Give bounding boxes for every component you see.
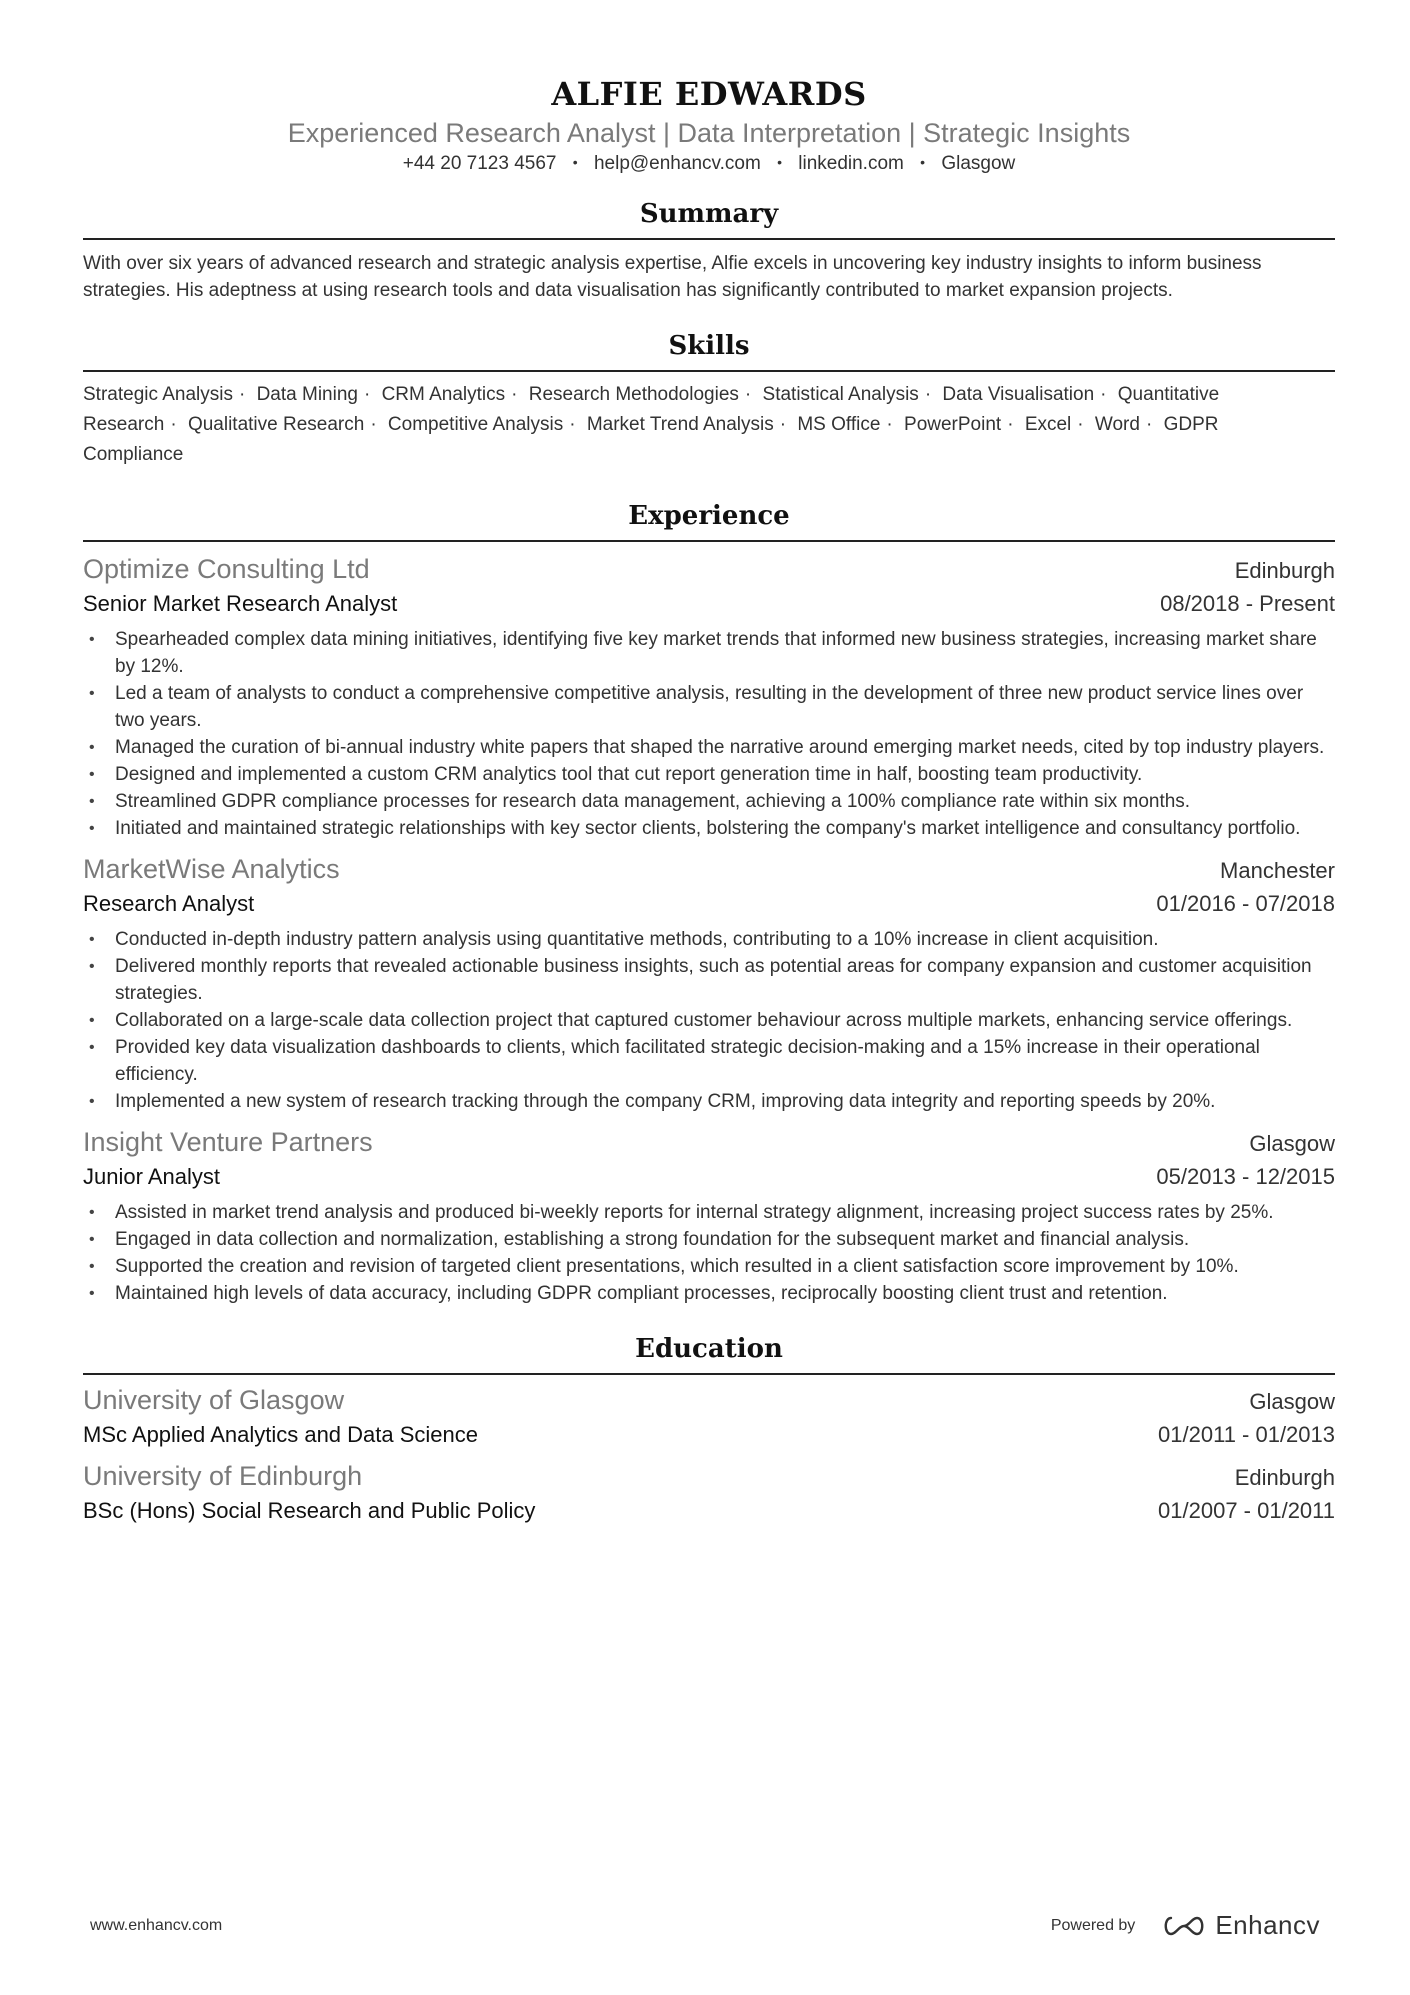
skill-separator: · (511, 384, 518, 405)
skill-item: Quantitative Research (83, 384, 1220, 435)
skill-item: Qualitative Research (187, 414, 365, 435)
job-dates: 05/2013 - 12/2015 (1156, 1164, 1335, 1189)
skill-item: Data Mining (256, 384, 358, 405)
skill-item: PowerPoint (904, 414, 1002, 435)
summary-title: Summary (83, 196, 1335, 240)
school-name: University of Edinburgh (83, 1461, 363, 1491)
contact-line (83, 150, 1335, 178)
job-entry (83, 552, 1335, 842)
skills-section (83, 328, 1335, 470)
education-title: Education (83, 1331, 1335, 1375)
skill-item: CRM Analytics (381, 384, 506, 405)
experience-title: Experience (83, 498, 1335, 542)
contact-separator: • (572, 154, 578, 170)
contact-separator: • (777, 154, 782, 170)
linkedin-link[interactable]: linkedin.com (798, 153, 904, 174)
skill-separator: · (744, 384, 752, 405)
skill-item: Data Visualisation (942, 384, 1095, 405)
enhancv-brand: Enhancv (1215, 1910, 1320, 1940)
skill-item: MS Office (797, 414, 881, 435)
job-dates: 01/2016 - 07/2018 (1156, 891, 1335, 916)
phone-number: +44 20 7123 4567 (402, 153, 557, 174)
summary-text: With over six years of advanced research and strategic analysis expertise, Alfie excels in uncovering key industry insights to inform business strategies. His adeptness at using research tools and data visualisation has significantly contributed to market expansion projects. (83, 253, 1262, 301)
job-bullets (83, 626, 1335, 842)
skill-separator: · (170, 414, 177, 435)
job-entry (83, 852, 1335, 1115)
bullet-item: • Maintained high levels of data accuracy, including GDPR compliant processes, reciprocally boosting client trust and retention. (83, 1280, 1335, 1307)
skill-item: Excel (1024, 414, 1072, 435)
bullet-item: • Delivered monthly reports that revealed actionable business insights, such as potential areas for company expansion and customer acquisition strategies. (83, 953, 1335, 1007)
education-dates: 01/2011 - 01/2013 (1158, 1422, 1335, 1447)
skill-item: Word (1094, 414, 1140, 435)
bullet-item: • Supported the creation and revision of targeted client presentations, which resulted in a client satisfaction score improvement by 10%. (83, 1253, 1335, 1280)
job-role: Research Analyst (83, 891, 255, 916)
company-name: MarketWise Analytics (83, 854, 340, 884)
skill-separator: · (238, 384, 246, 405)
job-entry (83, 1125, 1335, 1307)
skills-title: Skills (83, 328, 1335, 372)
skill-item: Market Trend Analysis (586, 414, 774, 435)
company-name: Insight Venture Partners (83, 1127, 373, 1157)
skills-list (83, 380, 1335, 470)
school-location: Glasgow (1249, 1389, 1335, 1414)
skill-item: Competitive Analysis (387, 414, 564, 435)
bullet-item: • Spearheaded complex data mining initiatives, identifying five key market trends that informed new business strategies, increasing market share by 12%. (83, 626, 1335, 680)
summary-section (83, 196, 1335, 304)
powered-by[interactable] (1051, 1910, 1320, 1941)
education-entry (83, 1383, 1335, 1451)
bullet-item: • Conducted in-depth industry pattern analysis using quantitative methods, contributing to a 10% increase in client acquisition. (83, 926, 1335, 953)
bullet-item: • Provided key data visualization dashboards to clients, which facilitated strategic decision-making and a 15% increase in their operational efficiency. (83, 1034, 1335, 1088)
skill-separator: · (569, 414, 576, 435)
bullet-item: • Designed and implemented a custom CRM analytics tool that cut report generation time in half, boosting team productivity. (83, 761, 1335, 788)
skill-separator: · (1145, 414, 1153, 435)
experience-section (83, 498, 1335, 1307)
footer-site-link[interactable]: www.enhancv.com (90, 1916, 223, 1934)
skill-separator: · (363, 384, 371, 405)
candidate-name: ALFIE EDWARDS (551, 75, 867, 113)
enhancv-logo-icon (1161, 1914, 1207, 1938)
education-dates: 01/2007 - 01/2011 (1158, 1498, 1335, 1523)
school-name: University of Glasgow (83, 1385, 345, 1415)
job-bullets (83, 1199, 1335, 1307)
bullet-item: • Implemented a new system of research tracking through the company CRM, improving data integrity and reporting speeds by 20%. (83, 1088, 1335, 1115)
page-footer (90, 1910, 1320, 1941)
skill-separator: · (886, 414, 893, 435)
company-name: Optimize Consulting Ltd (83, 554, 370, 584)
skill-separator: · (779, 414, 787, 435)
location-text: Glasgow (941, 153, 1016, 174)
job-location: Glasgow (1249, 1131, 1335, 1156)
contact-separator: • (920, 154, 926, 170)
degree-name: MSc Applied Analytics and Data Science (83, 1422, 479, 1447)
skill-item: Strategic Analysis (83, 384, 233, 405)
job-location: Manchester (1220, 858, 1335, 883)
skill-separator: · (1007, 414, 1014, 435)
bullet-item: • Collaborated on a large-scale data collection project that captured customer behaviour across multiple markets, enhancing service offerings. (83, 1007, 1335, 1034)
school-location: Edinburgh (1234, 1465, 1335, 1490)
skill-item: Statistical Analysis (762, 384, 919, 405)
email-link[interactable]: help@enhancv.com (593, 153, 761, 174)
degree-name: BSc (Hons) Social Research and Public Policy (83, 1498, 536, 1523)
job-role: Junior Analyst (83, 1164, 220, 1189)
bullet-item: • Streamlined GDPR compliance processes for research data management, achieving a 100% compliance rate within six months. (83, 788, 1335, 815)
resume (83, 72, 1335, 1527)
skill-separator: · (924, 384, 932, 405)
job-role: Senior Market Research Analyst (83, 591, 398, 616)
bullet-item: • Led a team of analysts to conduct a comprehensive competitive analysis, resulting in the development of three new product service lines over two years. (83, 680, 1335, 734)
bullet-item: • Initiated and maintained strategic relationships with key sector clients, bolstering the company's market intelligence and consultancy portfolio. (83, 815, 1335, 842)
skill-separator: · (1100, 384, 1107, 405)
job-dates: 08/2018 - Present (1160, 591, 1335, 616)
candidate-tagline: Experienced Research Analyst | Data Interpretation | Strategic Insights (287, 118, 1131, 148)
bullet-item: • Managed the curation of bi-annual industry white papers that shaped the narrative around emerging market needs, cited by top industry players. (83, 734, 1335, 761)
education-entry (83, 1459, 1335, 1527)
job-location: Edinburgh (1234, 558, 1335, 583)
job-bullets (83, 926, 1335, 1115)
education-section (83, 1331, 1335, 1527)
skill-item: GDPR Compliance (83, 414, 1219, 465)
skill-separator: · (1077, 414, 1084, 435)
skill-separator: · (370, 414, 377, 435)
bullet-item: • Assisted in market trend analysis and produced bi-weekly reports for internal strategy alignment, increasing project success rates by 25%. (83, 1199, 1335, 1226)
skill-item: Research Methodologies (528, 384, 739, 405)
bullet-item: • Engaged in data collection and normalization, establishing a strong foundation for the subsequent market and financial analysis. (83, 1226, 1335, 1253)
powered-by-label: Powered by (1050, 1916, 1136, 1934)
